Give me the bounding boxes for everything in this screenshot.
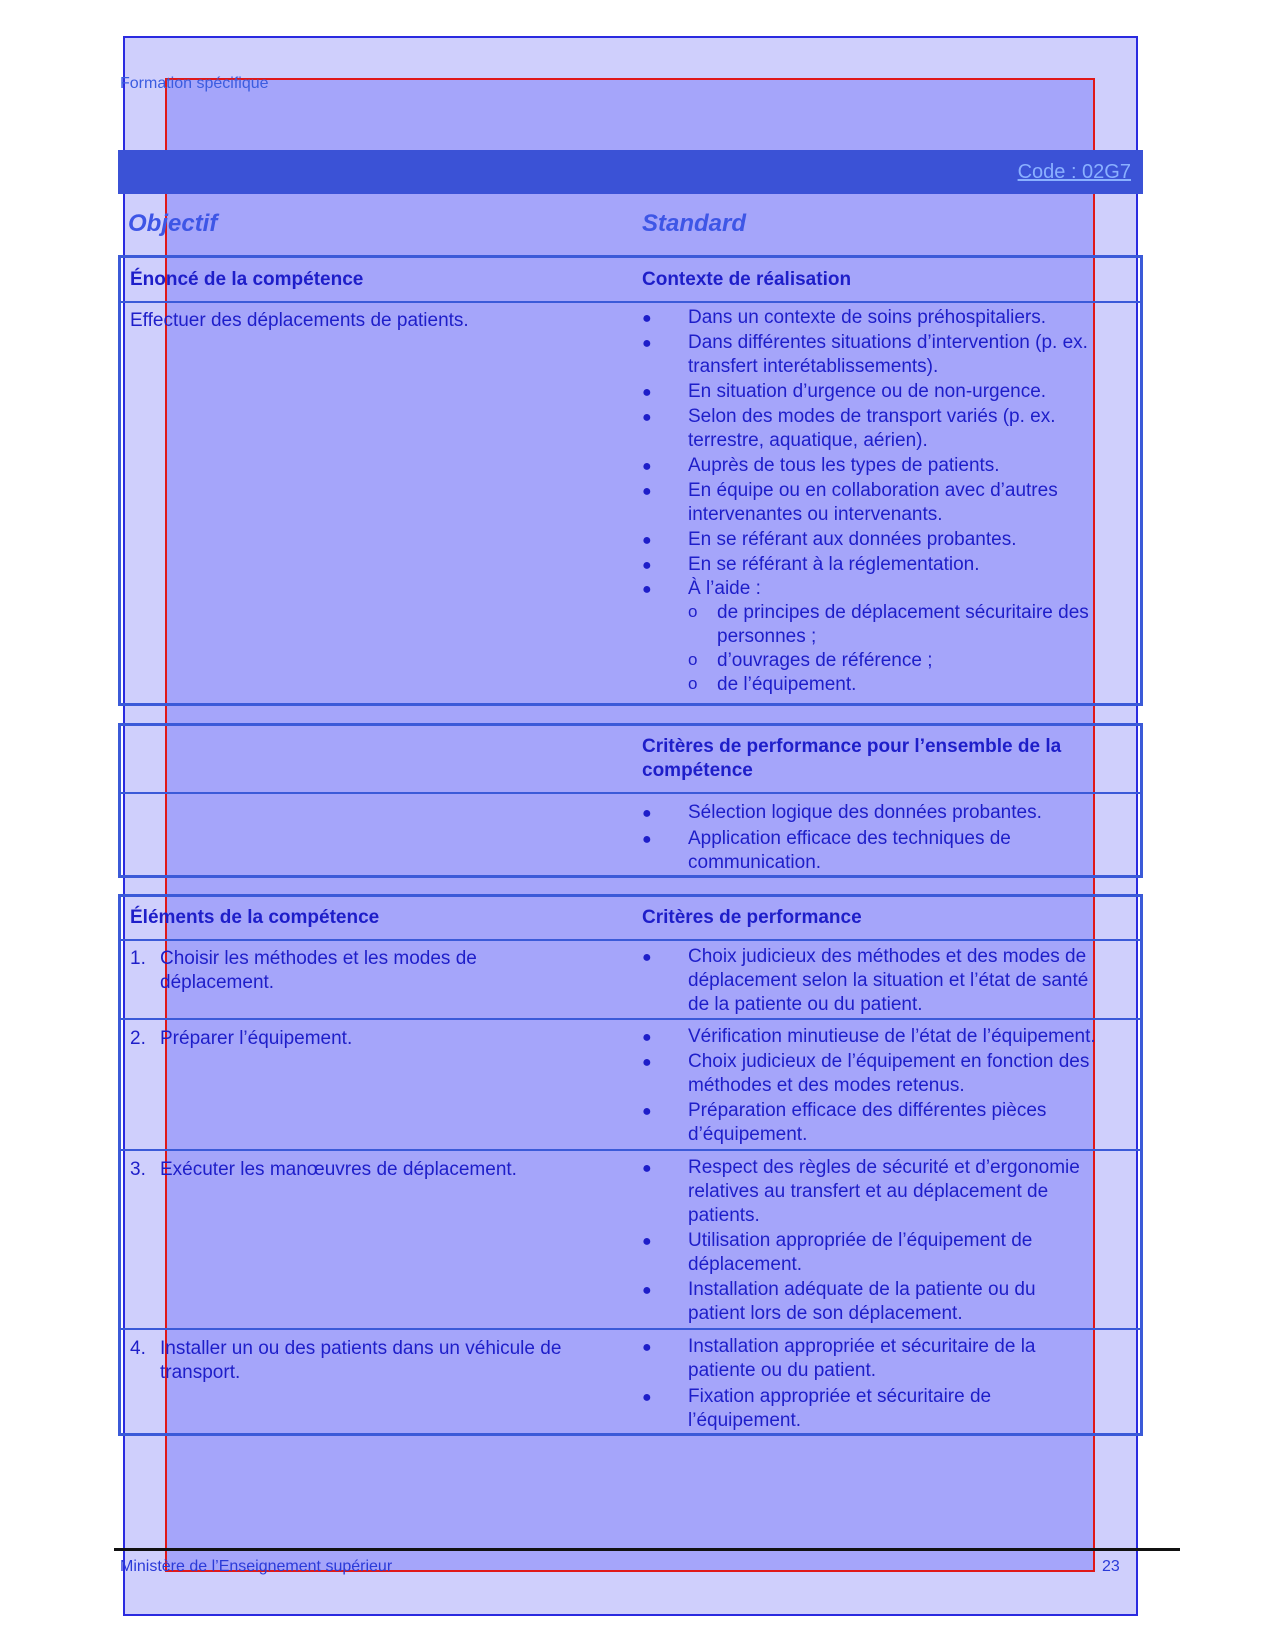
bullet-icon: ●: [642, 1339, 652, 1356]
overall-criterion: Sélection logique des données probantes.: [688, 802, 1042, 823]
bullet-icon: ●: [642, 557, 652, 574]
criterion: Vérification minutieuse de l’état de l’équipement.: [688, 1026, 1096, 1047]
bullet-icon: ●: [642, 1103, 652, 1120]
bullet-icon: ●: [642, 805, 652, 822]
header-label: Formation spécifique: [120, 75, 269, 92]
standard-heading: Standard: [642, 210, 747, 237]
context-item: transfert interétablissements).: [688, 356, 939, 377]
criterion: Installation adéquate de la patiente ou du: [688, 1279, 1036, 1300]
bullet-icon: ●: [642, 1054, 652, 1071]
context-subitem: de principes de déplacement sécuritaire des: [717, 602, 1089, 623]
criterion: patients.: [688, 1205, 760, 1226]
competency-statement: Effectuer des déplacements de patients.: [130, 310, 469, 331]
bullet-icon: ●: [642, 458, 652, 475]
objective-heading: Objectif: [128, 210, 218, 237]
bullet-icon: ●: [642, 335, 652, 352]
element-text: Installer un ou des patients dans un véhicule de: [160, 1338, 562, 1359]
element-number: 2.: [130, 1028, 146, 1049]
circle-bullet-icon: o: [688, 674, 698, 693]
bullet-icon: ●: [642, 532, 652, 549]
context-item: Dans différentes situations d’intervention (p. ex.: [688, 332, 1088, 353]
bullet-icon: ●: [642, 831, 652, 848]
context-heading: Contexte de réalisation: [642, 269, 852, 290]
overall-criterion: communication.: [688, 852, 822, 873]
overall-criterion: Application efficace des techniques de: [688, 828, 1011, 849]
element-text: Exécuter les manœuvres de déplacement.: [160, 1159, 517, 1180]
element-text: Préparer l’équipement.: [160, 1028, 353, 1049]
performance-criteria-heading: Critères de performance: [642, 907, 862, 928]
criterion: méthodes et des modes retenus.: [688, 1075, 965, 1096]
divider: [121, 792, 1140, 794]
criterion: déplacement.: [688, 1254, 803, 1275]
context-subitem: d’ouvrages de référence ;: [717, 650, 933, 671]
divider: [121, 939, 1140, 941]
divider: [121, 1149, 1140, 1151]
criterion: l’équipement.: [688, 1410, 802, 1431]
context-item: terrestre, aquatique, aérien).: [688, 430, 928, 451]
criterion: Installation appropriée et sécuritaire de la: [688, 1336, 1036, 1357]
element-number: 4.: [130, 1338, 146, 1359]
criterion: déplacement selon la situation et l’état de santé: [688, 970, 1089, 991]
context-item: En se référant à la réglementation.: [688, 554, 980, 575]
element-number: 3.: [130, 1159, 146, 1180]
divider: [121, 1328, 1140, 1330]
criterion: Fixation appropriée et sécuritaire de: [688, 1386, 992, 1407]
element-number: 1.: [130, 948, 146, 969]
page-number: 23: [1102, 1558, 1120, 1575]
criterion: Choix judicieux de l’équipement en fonction des: [688, 1051, 1090, 1072]
bullet-icon: ●: [642, 1389, 652, 1406]
context-item: À l’aide :: [688, 578, 761, 599]
context-item: Dans un contexte de soins préhospitaliers.: [688, 307, 1047, 328]
criterion: de la patiente ou du patient.: [688, 994, 923, 1015]
context-subitem: de l’équipement.: [717, 674, 857, 695]
bullet-icon: ●: [642, 1282, 652, 1299]
bullet-icon: ●: [642, 1233, 652, 1250]
overall-criteria-heading: Critères de performance pour l’ensemble de la: [642, 736, 1062, 757]
criterion: relatives au transfert et au déplacement de: [688, 1181, 1049, 1202]
element-text: déplacement.: [160, 972, 275, 993]
bullet-icon: ●: [642, 483, 652, 500]
context-item: Selon des modes de transport variés (p. ex.: [688, 406, 1056, 427]
criterion: Utilisation appropriée de l’équipement de: [688, 1230, 1033, 1251]
divider: [121, 1018, 1140, 1020]
circle-bullet-icon: o: [688, 650, 698, 669]
course-code: Code : 02G7: [1017, 161, 1131, 183]
code-bar: [118, 150, 1143, 194]
context-subitem: personnes ;: [717, 626, 817, 647]
criterion: patiente ou du patient.: [688, 1360, 877, 1381]
criterion: Préparation efficace des différentes pièces: [688, 1100, 1047, 1121]
context-item: En équipe ou en collaboration avec d’autres: [688, 480, 1058, 501]
bullet-icon: ●: [642, 1160, 652, 1177]
footer-rule: [114, 1548, 1180, 1551]
footer-ministry: Ministère de l’Enseignement supérieur: [120, 1558, 393, 1575]
context-item: intervenantes ou intervenants.: [688, 504, 943, 525]
context-item: En se référant aux données probantes.: [688, 529, 1017, 550]
element-text: Choisir les méthodes et les modes de: [160, 948, 477, 969]
criterion: d’équipement.: [688, 1124, 808, 1145]
criterion: Respect des règles de sécurité et d’ergonomie: [688, 1157, 1080, 1178]
criterion: patient lors de son déplacement.: [688, 1303, 963, 1324]
criterion: Choix judicieux des méthodes et des modes de: [688, 946, 1087, 967]
overall-criteria-heading-cont: compétence: [642, 760, 753, 781]
bullet-icon: ●: [642, 409, 652, 426]
competency-statement-heading: Énoncé de la compétence: [130, 269, 364, 290]
element-text: transport.: [160, 1362, 241, 1383]
bullet-icon: ●: [642, 1029, 652, 1046]
bullet-icon: ●: [642, 310, 652, 327]
context-item: Auprès de tous les types de patients.: [688, 455, 1000, 476]
divider: [121, 301, 1140, 303]
elements-heading: Éléments de la compétence: [130, 907, 380, 928]
circle-bullet-icon: o: [688, 602, 698, 621]
bullet-icon: ●: [642, 384, 652, 401]
context-item: En situation d’urgence ou de non-urgence.: [688, 381, 1047, 402]
bullet-icon: ●: [642, 949, 652, 966]
bullet-icon: ●: [642, 581, 652, 598]
